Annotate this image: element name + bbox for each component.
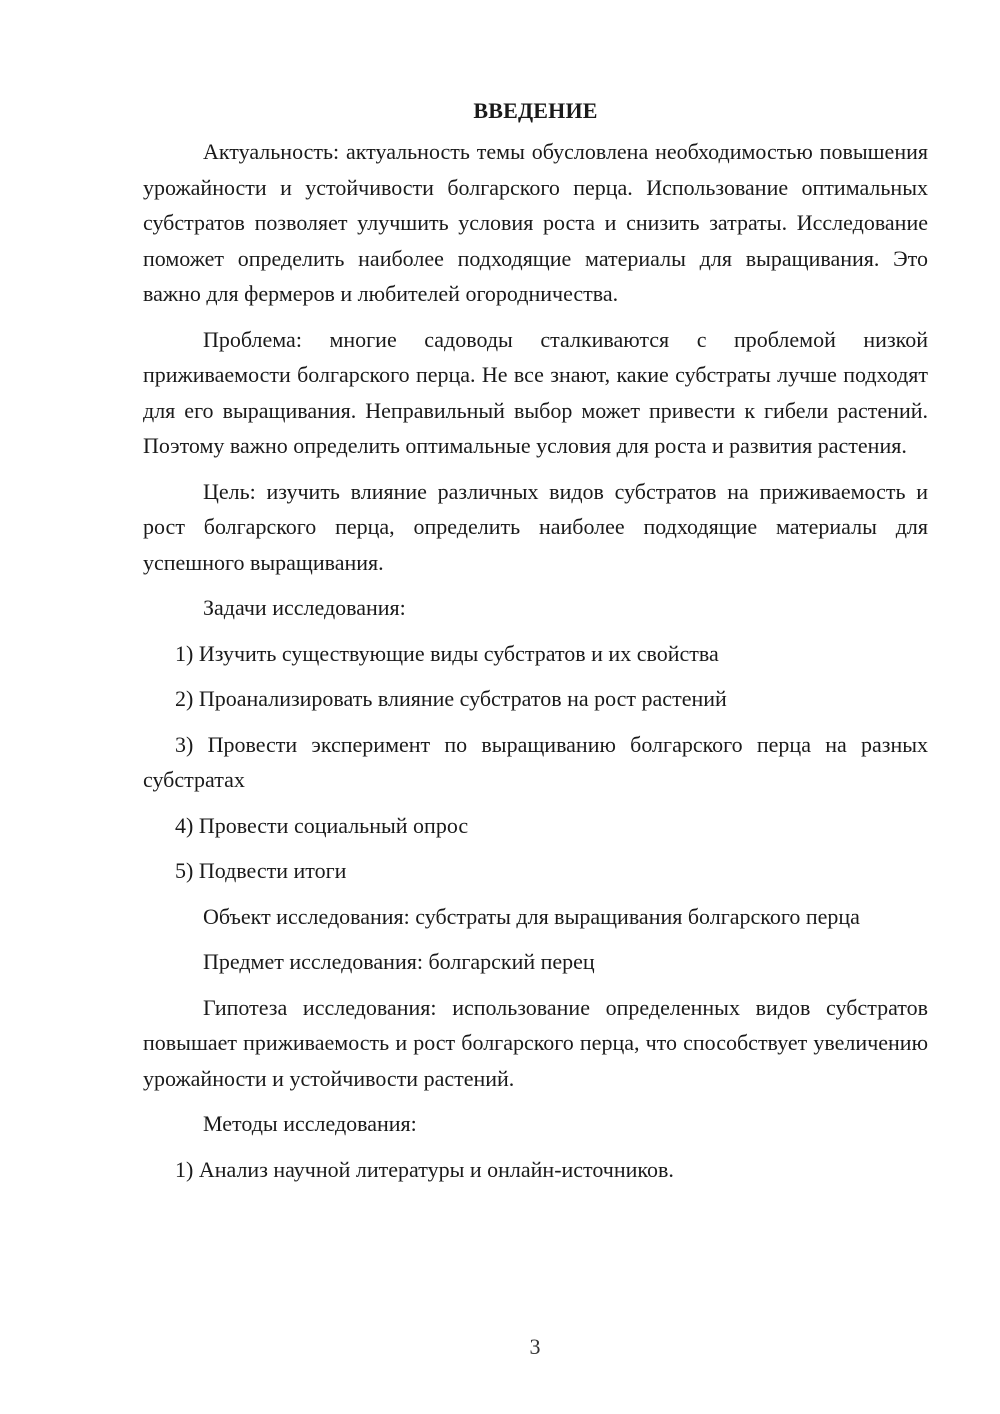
paragraph-hypothesis: Гипотеза исследования: использование определенных видов субстратов повышает приживаемость и рост болгарского перца, что способствует увеличению урожайности и устойчивости растений. xyxy=(143,994,928,1091)
task-item-4: 4) Провести социальный опрос xyxy=(175,812,469,838)
paragraph-object: Объект исследования: субстраты для выращивания болгарского перца xyxy=(203,903,860,929)
task-item-1: 1) Изучить существующие виды субстратов и их свойства xyxy=(175,640,719,666)
task-item-2: 2) Проанализировать влияние субстратов на рост растений xyxy=(175,686,727,711)
paragraph-methods-heading: Методы исследования: xyxy=(203,1111,417,1136)
paragraph-goal: Цель: изучить влияние различных видов субстратов на приживаемость и рост болгарского перца, определить наиболее подходящие материалы для успешного выращивания. xyxy=(143,478,928,575)
document-page xyxy=(143,96,928,1197)
method-item-1: 1) Анализ научной литературы и онлайн-источников. xyxy=(175,1156,674,1182)
task-item-3: 3) Провести эксперимент по выращиванию болгарского перца на разных субстратах xyxy=(143,731,928,792)
paragraph-tasks-heading: Задачи исследования: xyxy=(203,595,406,620)
task-item-5: 5) Подвести итоги xyxy=(175,858,347,883)
paragraph-relevance: Актуальность: актуальность темы обусловлена необходимостью повышения урожайности и устойчивости болгарского перца. Использование оптимальных субстратов позволяет улучшить условия роста и снизить затраты. Исследование поможет определить наиболее подходящие материалы для выращивания. Это важно для фермеров и любителей огородничества. xyxy=(143,139,928,306)
page-number: 3 xyxy=(529,1334,541,1359)
section-title: ВВЕДЕНИЕ xyxy=(473,98,598,123)
paragraph-problem: Проблема: многие садоводы сталкиваются с проблемой низкой приживаемости болгарского перца. Не все знают, какие субстраты лучше подходят для его выращивания. Неправильный выбор может привести к гибели растений. Поэтому важно определить оптимальные условия для роста и развития растения. xyxy=(143,326,928,458)
paragraph-subject: Предмет исследования: болгарский перец xyxy=(203,949,595,974)
